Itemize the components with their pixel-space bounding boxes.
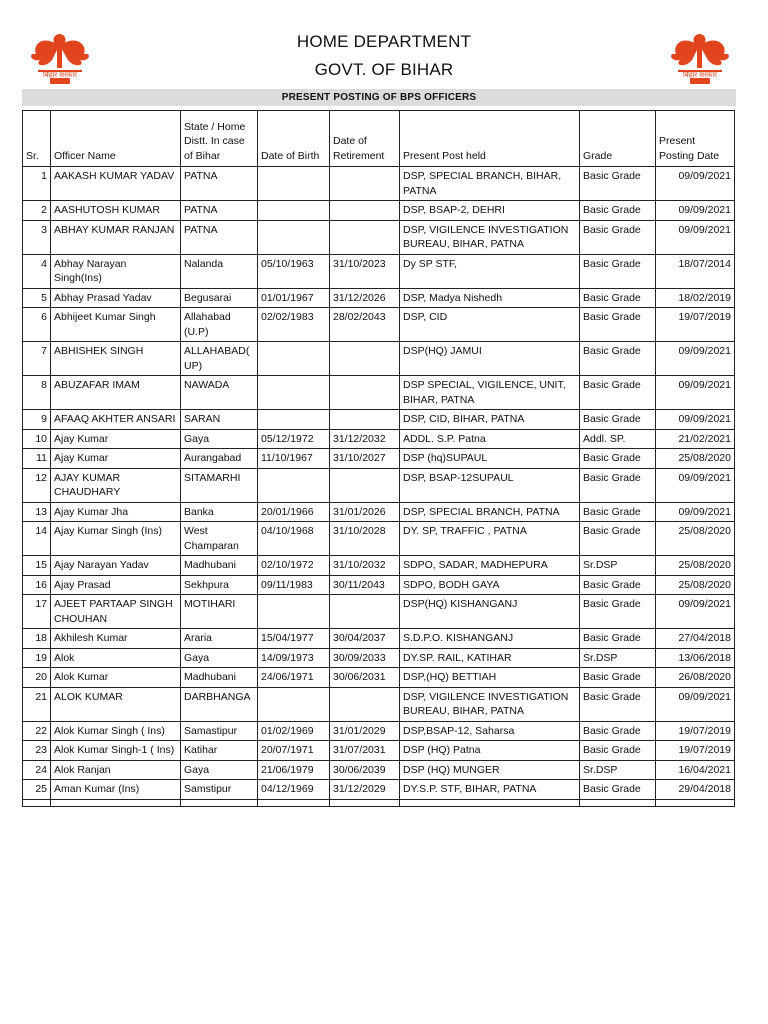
cell-officer-name: Ajay Prasad: [51, 575, 181, 595]
cell-officer-name: Akhilesh Kumar: [51, 629, 181, 649]
cell-posting-date: 27/04/2018: [656, 629, 735, 649]
cell-grade: Basic Grade: [580, 167, 656, 201]
cell-posting-date: 26/08/2020: [656, 668, 735, 688]
cell-date-of-retirement: [330, 220, 400, 254]
cell-grade: Addl. SP.: [580, 429, 656, 449]
table-row: [23, 410, 735, 430]
cell-date-of-birth: 09/11/1983: [258, 575, 330, 595]
table-row: [23, 780, 735, 800]
column-header-present-post: Present Post held: [400, 111, 580, 167]
cell-present-post: S.D.P.O. KISHANGANJ: [400, 629, 580, 649]
cell-officer-name: ALOK KUMAR: [51, 687, 181, 721]
cell-date-of-retirement: 31/10/2027: [330, 449, 400, 469]
cell-home-district: PATNA: [181, 167, 258, 201]
table-row: [23, 167, 735, 201]
cell-home-district: SITAMARHI: [181, 468, 258, 502]
cell-date-of-birth: 15/04/1977: [258, 629, 330, 649]
cell-date-of-birth: 02/10/1972: [258, 556, 330, 576]
cell-home-district: Madhubani: [181, 668, 258, 688]
cell-home-district: DARBHANGA: [181, 687, 258, 721]
cell-date-of-retirement: 31/12/2032: [330, 429, 400, 449]
cell-home-district: NAWADA: [181, 376, 258, 410]
cell-officer-name: AAKASH KUMAR YADAV: [51, 167, 181, 201]
cell-date-of-retirement: [330, 342, 400, 376]
cell-present-post: ADDL. S.P. Patna: [400, 429, 580, 449]
document-header: [0, 28, 768, 84]
cell-posting-date: 09/09/2021: [656, 468, 735, 502]
cell-grade: Basic Grade: [580, 780, 656, 800]
cell-officer-name: Alok Ranjan: [51, 760, 181, 780]
cell-officer-name: Ajay Kumar Jha: [51, 502, 181, 522]
government-title: GOVT. OF BIHAR: [314, 60, 454, 79]
cell-present-post: Dy SP STF,: [400, 254, 580, 288]
cell-date-of-birth: 14/09/1973: [258, 648, 330, 668]
cell-date-of-birth: 20/01/1966: [258, 502, 330, 522]
cell-posting-date: 09/09/2021: [656, 220, 735, 254]
cell-empty: [181, 799, 258, 806]
cell-date-of-retirement: [330, 410, 400, 430]
cell-date-of-birth: 05/10/1963: [258, 254, 330, 288]
cell-date-of-retirement: [330, 201, 400, 221]
table-row: [23, 449, 735, 469]
table-row: [23, 575, 735, 595]
cell-date-of-retirement: 31/10/2028: [330, 522, 400, 556]
cell-sr: 14: [23, 522, 51, 556]
cell-posting-date: 25/08/2020: [656, 575, 735, 595]
cell-home-district: Samstipur: [181, 780, 258, 800]
cell-present-post: DSP, VIGILENCE INVESTIGATION BUREAU, BIHAR, PATNA: [400, 687, 580, 721]
column-header-date-of-birth: Date of Birth: [258, 111, 330, 167]
cell-officer-name: Alok: [51, 648, 181, 668]
table-row: [23, 308, 735, 342]
cell-empty: [580, 799, 656, 806]
cell-officer-name: Ajay Narayan Yadav: [51, 556, 181, 576]
cell-date-of-retirement: 31/01/2029: [330, 721, 400, 741]
cell-officer-name: Alok Kumar Singh-1 ( Ins): [51, 741, 181, 761]
cell-present-post: DY. SP, TRAFFIC , PATNA: [400, 522, 580, 556]
cell-sr: 16: [23, 575, 51, 595]
cell-date-of-birth: 05/12/1972: [258, 429, 330, 449]
cell-officer-name: AASHUTOSH KUMAR: [51, 201, 181, 221]
cell-present-post: DSP,(HQ) BETTIAH: [400, 668, 580, 688]
cell-sr: 13: [23, 502, 51, 522]
emblem-caption: बिहार सरकार: [42, 71, 78, 79]
cell-officer-name: Abhay Narayan Singh(Ins): [51, 254, 181, 288]
cell-sr: 25: [23, 780, 51, 800]
cell-date-of-birth: [258, 201, 330, 221]
cell-posting-date: 09/09/2021: [656, 376, 735, 410]
cell-empty: [656, 799, 735, 806]
cell-grade: Basic Grade: [580, 220, 656, 254]
cell-officer-name: ABUZAFAR IMAM: [51, 376, 181, 410]
section-banner: PRESENT POSTING OF BPS OFFICERS: [22, 89, 736, 106]
cell-grade: Basic Grade: [580, 687, 656, 721]
column-header-grade: Grade: [580, 111, 656, 167]
cell-grade: Basic Grade: [580, 201, 656, 221]
cell-date-of-retirement: 31/10/2023: [330, 254, 400, 288]
table-row: [23, 687, 735, 721]
cell-present-post: SDPO, SADAR, MADHEPURA: [400, 556, 580, 576]
cell-posting-date: 19/07/2019: [656, 741, 735, 761]
cell-sr: 21: [23, 687, 51, 721]
cell-posting-date: 16/04/2021: [656, 760, 735, 780]
cell-date-of-retirement: 30/04/2037: [330, 629, 400, 649]
cell-home-district: Banka: [181, 502, 258, 522]
cell-officer-name: Alok Kumar: [51, 668, 181, 688]
cell-empty: [258, 799, 330, 806]
column-header-sr: Sr.: [23, 111, 51, 167]
cell-officer-name: ABHISHEK SINGH: [51, 342, 181, 376]
cell-sr: 24: [23, 760, 51, 780]
cell-grade: Basic Grade: [580, 595, 656, 629]
cell-date-of-birth: 01/02/1969: [258, 721, 330, 741]
cell-grade: Basic Grade: [580, 376, 656, 410]
cell-present-post: DSP, CID: [400, 308, 580, 342]
cell-date-of-birth: [258, 468, 330, 502]
cell-home-district: Katihar: [181, 741, 258, 761]
cell-grade: Basic Grade: [580, 342, 656, 376]
cell-posting-date: 25/08/2020: [656, 449, 735, 469]
cell-grade: Sr.DSP: [580, 760, 656, 780]
cell-date-of-retirement: 30/11/2043: [330, 575, 400, 595]
cell-date-of-birth: [258, 342, 330, 376]
column-header-officer-name: Officer Name: [51, 111, 181, 167]
cell-date-of-birth: [258, 687, 330, 721]
cell-sr: 2: [23, 201, 51, 221]
table-row: [23, 556, 735, 576]
emblem-caption-right: बिहार सरकार: [682, 71, 718, 79]
cell-present-post: DSP, VIGILENCE INVESTIGATION BUREAU, BIHAR, PATNA: [400, 220, 580, 254]
cell-empty: [51, 799, 181, 806]
cell-date-of-retirement: 31/07/2031: [330, 741, 400, 761]
cell-home-district: SARAN: [181, 410, 258, 430]
table-row: [23, 468, 735, 502]
cell-officer-name: Abhay Prasad Yadav: [51, 288, 181, 308]
cell-grade: Basic Grade: [580, 449, 656, 469]
cell-officer-name: Ajay Kumar Singh (Ins): [51, 522, 181, 556]
cell-present-post: SDPO, BODH GAYA: [400, 575, 580, 595]
cell-home-district: PATNA: [181, 201, 258, 221]
cell-home-district: Samastipur: [181, 721, 258, 741]
cell-date-of-retirement: 31/01/2026: [330, 502, 400, 522]
cell-present-post: DSP,BSAP-12, Saharsa: [400, 721, 580, 741]
cell-sr: 18: [23, 629, 51, 649]
table-header-row: [23, 111, 735, 167]
cell-home-district: PATNA: [181, 220, 258, 254]
cell-officer-name: Ajay Kumar: [51, 449, 181, 469]
cell-present-post: DSP(HQ) JAMUI: [400, 342, 580, 376]
cell-posting-date: 09/09/2021: [656, 595, 735, 629]
cell-date-of-birth: 01/01/1967: [258, 288, 330, 308]
table-row: [23, 668, 735, 688]
cell-home-district: Aurangabad: [181, 449, 258, 469]
cell-posting-date: 13/06/2018: [656, 648, 735, 668]
cell-present-post: DY.S.P. STF, BIHAR, PATNA: [400, 780, 580, 800]
table-row: [23, 760, 735, 780]
cell-date-of-retirement: 31/12/2029: [330, 780, 400, 800]
cell-grade: Basic Grade: [580, 468, 656, 502]
cell-present-post: DSP, SPECIAL BRANCH, PATNA: [400, 502, 580, 522]
cell-grade: Sr.DSP: [580, 556, 656, 576]
cell-date-of-retirement: [330, 167, 400, 201]
cell-posting-date: 21/02/2021: [656, 429, 735, 449]
cell-posting-date: 19/07/2019: [656, 721, 735, 741]
cell-sr: 7: [23, 342, 51, 376]
table-row: [23, 342, 735, 376]
cell-present-post: DSP, CID, BIHAR, PATNA: [400, 410, 580, 430]
column-header-date-of-retirement: Date of Retirement: [330, 111, 400, 167]
cell-date-of-retirement: 31/12/2026: [330, 288, 400, 308]
cell-home-district: Gaya: [181, 429, 258, 449]
cell-home-district: Gaya: [181, 648, 258, 668]
cell-grade: Basic Grade: [580, 502, 656, 522]
cell-present-post: DSP (hq)SUPAUL: [400, 449, 580, 469]
cell-grade: Basic Grade: [580, 741, 656, 761]
table-row: [23, 741, 735, 761]
cell-date-of-birth: [258, 376, 330, 410]
table-row: [23, 288, 735, 308]
table-filler-row: [23, 799, 735, 806]
cell-grade: Basic Grade: [580, 410, 656, 430]
cell-officer-name: AFAAQ AKHTER ANSARI: [51, 410, 181, 430]
cell-posting-date: 09/09/2021: [656, 342, 735, 376]
cell-sr: 8: [23, 376, 51, 410]
cell-grade: Basic Grade: [580, 288, 656, 308]
cell-sr: 19: [23, 648, 51, 668]
cell-posting-date: 29/04/2018: [656, 780, 735, 800]
table-row: [23, 220, 735, 254]
cell-grade: Basic Grade: [580, 721, 656, 741]
cell-home-district: MOTIHARI: [181, 595, 258, 629]
cell-grade: Basic Grade: [580, 575, 656, 595]
table-row: [23, 376, 735, 410]
table-row: [23, 522, 735, 556]
cell-home-district: Madhubani: [181, 556, 258, 576]
cell-date-of-birth: 21/06/1979: [258, 760, 330, 780]
cell-grade: Basic Grade: [580, 522, 656, 556]
cell-date-of-birth: 20/07/1971: [258, 741, 330, 761]
cell-date-of-retirement: [330, 468, 400, 502]
cell-date-of-retirement: 31/10/2032: [330, 556, 400, 576]
cell-date-of-birth: 24/06/1971: [258, 668, 330, 688]
cell-officer-name: Aman Kumar (Ins): [51, 780, 181, 800]
cell-present-post: DY.SP. RAIL, KATIHAR: [400, 648, 580, 668]
cell-grade: Sr.DSP: [580, 648, 656, 668]
cell-officer-name: Ajay Kumar: [51, 429, 181, 449]
cell-grade: Basic Grade: [580, 629, 656, 649]
cell-present-post: DSP, BSAP-12SUPAUL: [400, 468, 580, 502]
cell-sr: 12: [23, 468, 51, 502]
cell-home-district: Allahabad (U.P): [181, 308, 258, 342]
cell-present-post: DSP SPECIAL, VIGILENCE, UNIT, BIHAR, PATNA: [400, 376, 580, 410]
cell-date-of-birth: [258, 595, 330, 629]
cell-date-of-birth: 04/10/1968: [258, 522, 330, 556]
cell-date-of-birth: 02/02/1983: [258, 308, 330, 342]
cell-posting-date: 18/07/2014: [656, 254, 735, 288]
cell-date-of-retirement: [330, 687, 400, 721]
cell-date-of-retirement: 30/09/2033: [330, 648, 400, 668]
cell-posting-date: 09/09/2021: [656, 502, 735, 522]
cell-date-of-birth: [258, 410, 330, 430]
cell-posting-date: 18/02/2019: [656, 288, 735, 308]
table-row: [23, 595, 735, 629]
table-row: [23, 201, 735, 221]
officers-table: [22, 110, 735, 807]
cell-present-post: DSP, Madya Nishedh: [400, 288, 580, 308]
cell-posting-date: 09/09/2021: [656, 167, 735, 201]
column-header-posting-date: Present Posting Date: [656, 111, 735, 167]
cell-home-district: West Champaran: [181, 522, 258, 556]
cell-present-post: DSP(HQ) KISHANGANJ: [400, 595, 580, 629]
department-title: HOME DEPARTMENT: [296, 32, 472, 51]
cell-date-of-retirement: [330, 376, 400, 410]
cell-present-post: DSP, SPECIAL BRANCH, BIHAR, PATNA: [400, 167, 580, 201]
cell-officer-name: ABHAY KUMAR RANJAN: [51, 220, 181, 254]
cell-present-post: DSP (HQ) Patna: [400, 741, 580, 761]
cell-posting-date: 09/09/2021: [656, 687, 735, 721]
cell-date-of-birth: [258, 167, 330, 201]
cell-sr: 9: [23, 410, 51, 430]
cell-grade: Basic Grade: [580, 668, 656, 688]
cell-sr: 22: [23, 721, 51, 741]
table-row: [23, 648, 735, 668]
cell-officer-name: Alok Kumar Singh ( Ins): [51, 721, 181, 741]
cell-sr: 11: [23, 449, 51, 469]
cell-sr: 20: [23, 668, 51, 688]
table-row: [23, 629, 735, 649]
cell-officer-name: AJEET PARTAAP SINGH CHOUHAN: [51, 595, 181, 629]
cell-grade: Basic Grade: [580, 308, 656, 342]
cell-empty: [330, 799, 400, 806]
cell-date-of-retirement: 30/06/2031: [330, 668, 400, 688]
cell-sr: 1: [23, 167, 51, 201]
cell-date-of-birth: 04/12/1969: [258, 780, 330, 800]
cell-sr: 10: [23, 429, 51, 449]
cell-home-district: Sekhpura: [181, 575, 258, 595]
cell-present-post: DSP, BSAP-2, DEHRI: [400, 201, 580, 221]
table-row: [23, 429, 735, 449]
cell-sr: 3: [23, 220, 51, 254]
cell-sr: 5: [23, 288, 51, 308]
cell-posting-date: 09/09/2021: [656, 410, 735, 430]
cell-sr: 17: [23, 595, 51, 629]
cell-home-district: ALLAHABAD(UP): [181, 342, 258, 376]
table-row: [23, 254, 735, 288]
cell-sr: 15: [23, 556, 51, 576]
cell-date-of-retirement: 30/06/2039: [330, 760, 400, 780]
cell-posting-date: 09/09/2021: [656, 201, 735, 221]
cell-date-of-retirement: [330, 595, 400, 629]
cell-date-of-birth: 11/10/1967: [258, 449, 330, 469]
cell-officer-name: Abhijeet Kumar Singh: [51, 308, 181, 342]
cell-officer-name: AJAY KUMAR CHAUDHARY: [51, 468, 181, 502]
cell-posting-date: 25/08/2020: [656, 522, 735, 556]
cell-sr: 23: [23, 741, 51, 761]
cell-date-of-birth: [258, 220, 330, 254]
cell-sr: 4: [23, 254, 51, 288]
cell-home-district: Begusarai: [181, 288, 258, 308]
cell-grade: Basic Grade: [580, 254, 656, 288]
cell-sr: 6: [23, 308, 51, 342]
cell-empty: [23, 799, 51, 806]
cell-present-post: DSP (HQ) MUNGER: [400, 760, 580, 780]
column-header-home-district: State / Home Distt. In case of Bihar: [181, 111, 258, 167]
table-row: [23, 502, 735, 522]
table-row: [23, 721, 735, 741]
cell-home-district: Nalanda: [181, 254, 258, 288]
cell-posting-date: 19/07/2019: [656, 308, 735, 342]
cell-date-of-retirement: 28/02/2043: [330, 308, 400, 342]
cell-home-district: Araria: [181, 629, 258, 649]
cell-home-district: Gaya: [181, 760, 258, 780]
cell-posting-date: 25/08/2020: [656, 556, 735, 576]
cell-empty: [400, 799, 580, 806]
